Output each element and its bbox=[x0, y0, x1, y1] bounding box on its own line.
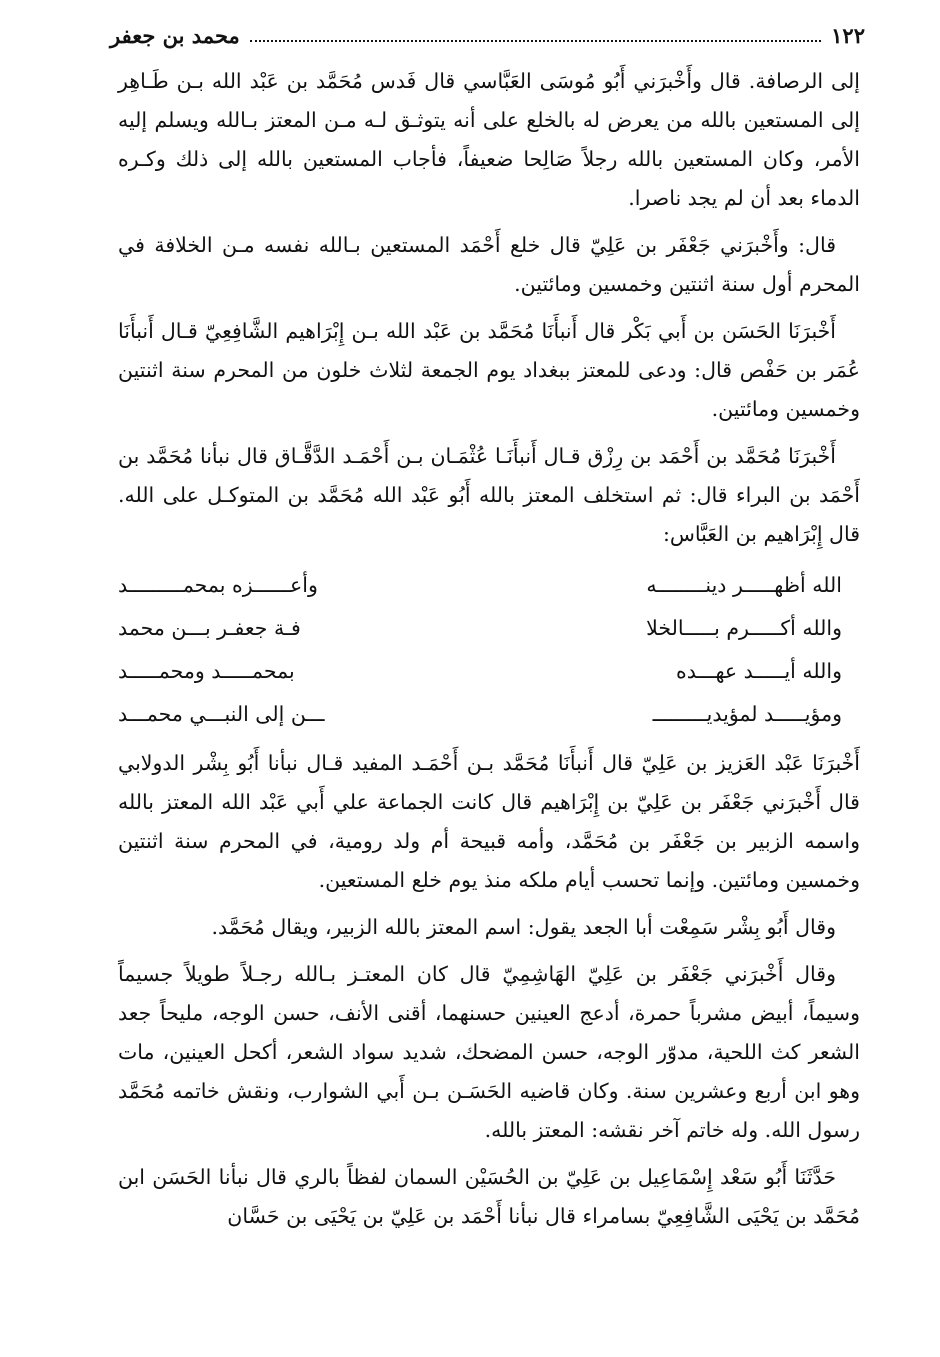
poem bbox=[118, 564, 860, 736]
paragraph: قال: وأَخْبرَني جَعْفَر بن عَلِيّ قال خلع أَحْمَد المستعين بـالله نفسه مـن الخلافة في المحرم أول سنة اثنتين وخمسين ومائتين. bbox=[118, 233, 860, 296]
verse-second-hemistich: بمحمـــــد ومحمـــــد bbox=[118, 659, 295, 683]
verse-second-hemistich: ـــن إلى النبـــي محمـــد bbox=[118, 702, 325, 726]
verse-second-hemistich: وأعــــــزه بمحمـــــــــد bbox=[118, 573, 318, 597]
page-header bbox=[110, 20, 865, 50]
header-leader-dots bbox=[250, 28, 821, 42]
verse-first-hemistich: ومؤيـــــد لمؤيديـــــــــ bbox=[652, 702, 842, 726]
verse-first-hemistich: والله أكـــــرم بـــــالخلا bbox=[646, 616, 842, 640]
paragraph: وقال أَخْبرَني جَعْفَر بن عَلِيّ الهَاشِمِيّ قال كان المعتـز بـالله رجـلاً طويلاً جسيماً وسيماً، أبيض مشرباً حمرة، أدعج العينين حسنهما، أقنى الأنف، حسن الوجه، مليحاً جعد الشعر كث اللحية، مدوّر الوجه، حسن المضحك، شديد سواد الشعر، أكحل العينين، مات وهو ابن أربع وعشرين سنة. وكان قاضيه الحَسَـن بـن أَبي الشوارب، ونقش خاتمه مُحَمَّد رسول الله. وله خاتم آخر نقشه: المعتز بالله. bbox=[118, 962, 860, 1142]
paragraph: أَخْبرَنَا عَبْد العَزيز بن عَلِيّ قال أَنبأَنَا مُحَمَّد بـن أَحْمَـد المفيد قـال نبأنا أَبُو بِشْر الدولابي قال أَخْبرَني جَعْفَر بن عَلِيّ بن إِبْرَاهيم قال كانت الجماعة علي أَبي عَبْد الله المعتز بالله واسمه الزبير بن جَعْفَر بن مُحَمَّد، وأمه قبيحة أم ولد رومية، في المحرم سنة اثنتين وخمسين ومائتين. وإنما تحسب أيام ملكه منذ يوم خلع المستعين. bbox=[118, 751, 860, 892]
verse-second-hemistich: فـة جعفـر بـــن محمد bbox=[118, 616, 301, 640]
poem-verse bbox=[118, 607, 860, 650]
running-title: محمد بن جعفر bbox=[110, 22, 240, 48]
paragraph: أَخْبرَنَا مُحَمَّد بن أَحْمَد بن رِزْق قـال أَنبأَنَـا عُثْمَـان بـن أَحْمَـد الدَّقَّـاق قال نبأنا مُحَمَّد بن أَحْمَد بن البراء قال: ثم استخلف المعتز بالله أَبُو عَبْد الله مُحَمَّد بن المتوكـل على الله. قال إِبْرَاهيم بن العَبَّاس: bbox=[118, 444, 860, 546]
page-number: ١٢٢ bbox=[831, 22, 865, 48]
poem-verse bbox=[118, 693, 860, 736]
verse-first-hemistich: والله أيـــــد عهـــده bbox=[675, 659, 842, 683]
poem-verse bbox=[118, 650, 860, 693]
poem-verse bbox=[118, 564, 860, 607]
verse-first-hemistich: الله أظهـــــر دينــــــــه bbox=[646, 573, 842, 597]
paragraph: وقال أَبُو بِشْر سَمِعْت أبا الجعد يقول: اسم المعتز بالله الزبير، ويقال مُحَمَّد. bbox=[211, 915, 836, 939]
page-body bbox=[118, 62, 860, 1244]
paragraph: حَدَّثَنَا أَبُو سَعْد إِسْمَاعِيل بن عَلِيّ بن الحُسَيْن السمان لفظاً بالري قال نبأنا الحَسَن ابن مُحَمَّد بن يَحْيَى الشَّافِعِيّ بسامراء قال نبأنا أَحْمَد بن عَلِيّ بن يَحْيَى بن حَسَّان bbox=[118, 1165, 860, 1228]
paragraph: إلى الرصافة. قال وأَخْبرَني أَبُو مُوسَى العَبَّاسي قال فَدس مُحَمَّد بن عَبْد الله بـن طَـاهِر إلى المستعين بالله من يعرض له بالخلع على أنه يتوثـق لـه مـن المعتز بـالله ويسلم إليه الأمر، وكان المستعين بالله رجلاً صَالِحا ضعيفاً، فأجاب المستعين بالله إلى ذلك وكـره الدماء بعد أن لم يجد ناصرا. bbox=[118, 69, 860, 210]
paragraph: أَخْبرَنَا الحَسَن بن أَبي بَكْر قال أَنبأَنَا مُحَمَّد بن عَبْد الله بـن إِبْرَاهيم الشَّافِعِيّ قـال أَنبأَنَا عُمَر بن حَفْص قال: ودعى للمعتز ببغداد يوم الجمعة لثلاث خلون من المحرم سنة اثنتين وخمسين ومائتين. bbox=[118, 319, 860, 421]
